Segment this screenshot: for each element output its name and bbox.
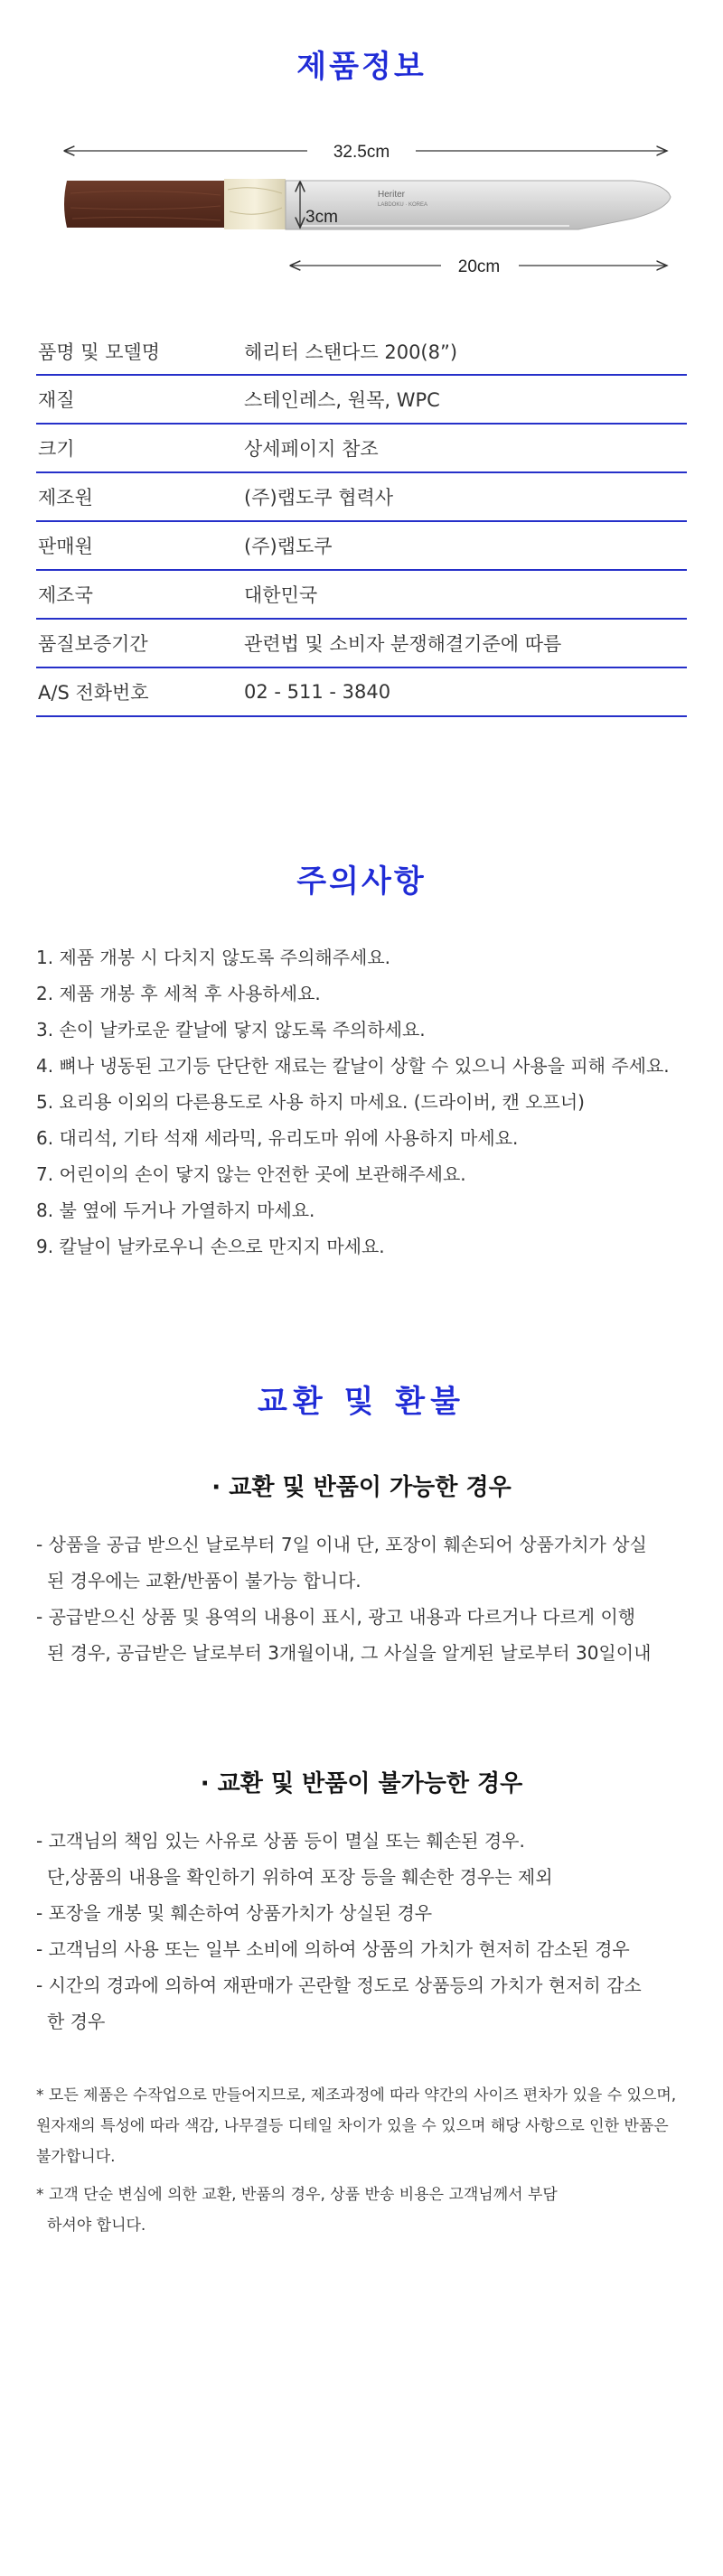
spec-table: [36, 329, 687, 717]
caution-item: 5. 요리용 이외의 다른용도로 사용 하지 마세요. (드라이버, 캔 오프너): [36, 1091, 585, 1113]
product-info-title: 제품정보: [296, 49, 427, 85]
caution-item: 2. 제품 개봉 후 세척 후 사용하세요.: [36, 983, 321, 1004]
exchange-impossible-line: 단,상품의 내용을 확인하기 위하여 포장 등을 훼손한 경우는 제외: [47, 1866, 553, 1888]
spec-value: (주)랩도쿠: [244, 536, 333, 557]
spec-row: [36, 620, 687, 668]
exchange-impossible-line: - 시간의 경과에 의하여 재판매가 곤란할 정도로 상품등의 가치가 현저히 감소: [36, 1974, 642, 1996]
caution-item: 8. 불 옆에 두거나 가열하지 마세요.: [36, 1199, 315, 1221]
spec-value: 02 - 511 - 3840: [244, 681, 391, 703]
spec-label: 제조국: [38, 584, 93, 606]
height-label: 3cm: [305, 208, 338, 227]
exchange-impossible-line: - 고객님의 책임 있는 사유로 상품 등이 멸실 또는 훼손된 경우.: [36, 1830, 525, 1852]
blade-engraving-brand: Heriter: [378, 190, 406, 200]
spec-value: (주)랩도쿠 협력사: [244, 487, 394, 509]
spec-row: [36, 668, 687, 717]
spec-label: 품명 및 모델명: [38, 341, 161, 363]
spec-value: 관련법 및 소비자 분쟁해결기준에 따름: [244, 633, 562, 655]
exchange-possible-line: - 상품을 공급 받으신 날로부터 7일 이내 단, 포장이 훼손되어 상품가치가 상실: [36, 1534, 647, 1555]
exchange-impossible-line: - 포장을 개봉 및 훼손하여 상품가치가 상실된 경우: [36, 1902, 433, 1924]
spec-label: 크기: [38, 438, 75, 460]
note-line: * 고객 단순 변심에 의한 교환, 반품의 경우, 상품 반송 비용은 고객님께서 부담: [36, 2186, 558, 2204]
knife-handle: [64, 181, 224, 228]
exchange-title: 교환 및 환불: [258, 1384, 465, 1420]
caution-title: 주의사항: [296, 863, 427, 900]
exchange-impossible-text: [36, 1823, 705, 2039]
caution-item: 4. 뼈나 냉동된 고기등 단단한 재료는 칼날이 상할 수 있으니 사용을 피해 주세요.: [36, 1055, 670, 1077]
caution-item: 7. 어린이의 손이 닿지 않는 안전한 곳에 보관해주세요.: [36, 1163, 466, 1185]
spec-value: 상세페이지 참조: [244, 438, 379, 460]
spec-value: 헤리터 스탠다드 200(8”): [244, 341, 458, 363]
knife-ferrule: [224, 179, 286, 229]
caution-item: 3. 손이 날카로운 칼날에 닿지 않도록 주의하세요.: [36, 1019, 426, 1041]
caution-list: [36, 939, 705, 1265]
exchange-possible-line: 된 경우에는 교환/반품이 불가능 합니다.: [47, 1570, 362, 1591]
note-line: 원자재의 특성에 따라 색감, 나무결등 디테일 차이가 있을 수 있으며 해당 사항으로 인한 반품은: [36, 2117, 669, 2135]
exchange-impossible-line: - 고객님의 사용 또는 일부 소비에 의하여 상품의 가치가 현저히 감소된 경우: [36, 1938, 630, 1960]
blade-engraving-sub: LABDOKU · KOREA: [378, 202, 428, 208]
spec-row: [36, 473, 687, 522]
spec-label: 품질보증기간: [38, 633, 148, 655]
knife-blade: [286, 181, 671, 229]
note-line: 하셔야 합니다.: [47, 2217, 146, 2235]
caution-item: 6. 대리석, 기타 석재 세라믹, 유리도마 위에 사용하지 마세요.: [36, 1127, 519, 1149]
spec-row: [36, 329, 687, 376]
blade-length-label: 20cm: [457, 257, 501, 276]
exchange-possible-line: - 공급받으신 상품 및 용역의 내용이 표시, 광고 내용과 다르거나 다르게 이행: [36, 1606, 636, 1628]
spec-label: 재질: [38, 389, 75, 411]
spec-label: 판매원: [38, 536, 93, 557]
note-line: * 모든 제품은 수작업으로 만들어지므로, 제조과정에 따라 약간의 사이즈 편차가 있을 수 있으며,: [36, 2086, 677, 2105]
spec-value: 스테인레스, 원목, WPC: [244, 389, 440, 411]
exchange-impossible-line: 한 경우: [47, 2011, 106, 2032]
exchange-possible-text: [36, 1526, 705, 1671]
exchange-notes: [36, 2080, 705, 2241]
spec-row: [36, 571, 687, 620]
spec-label: A/S 전화번호: [38, 682, 149, 704]
caution-item: 1. 제품 개봉 시 다치지 않도록 주의해주세요.: [36, 947, 391, 968]
note-line: 불가합니다.: [36, 2148, 116, 2166]
spec-label: 제조원: [38, 487, 93, 509]
spec-row: [36, 376, 687, 425]
exchange-possible-line: 된 경우, 공급받은 날로부터 3개월이내, 그 사실을 알게된 날로부터 30일이내: [47, 1642, 652, 1664]
spec-row: [36, 425, 687, 473]
knife-dimension-figure: [0, 117, 723, 298]
spec-row: [36, 522, 687, 571]
spec-value: 대한민국: [244, 584, 318, 606]
total-length-label: 32.5cm: [333, 143, 390, 162]
exchange-impossible-title: · 교환 및 반품이 불가능한 경우: [200, 1770, 523, 1797]
exchange-possible-title: · 교환 및 반품이 가능한 경우: [211, 1474, 512, 1501]
caution-item: 9. 칼날이 날카로우니 손으로 만지지 마세요.: [36, 1236, 385, 1257]
